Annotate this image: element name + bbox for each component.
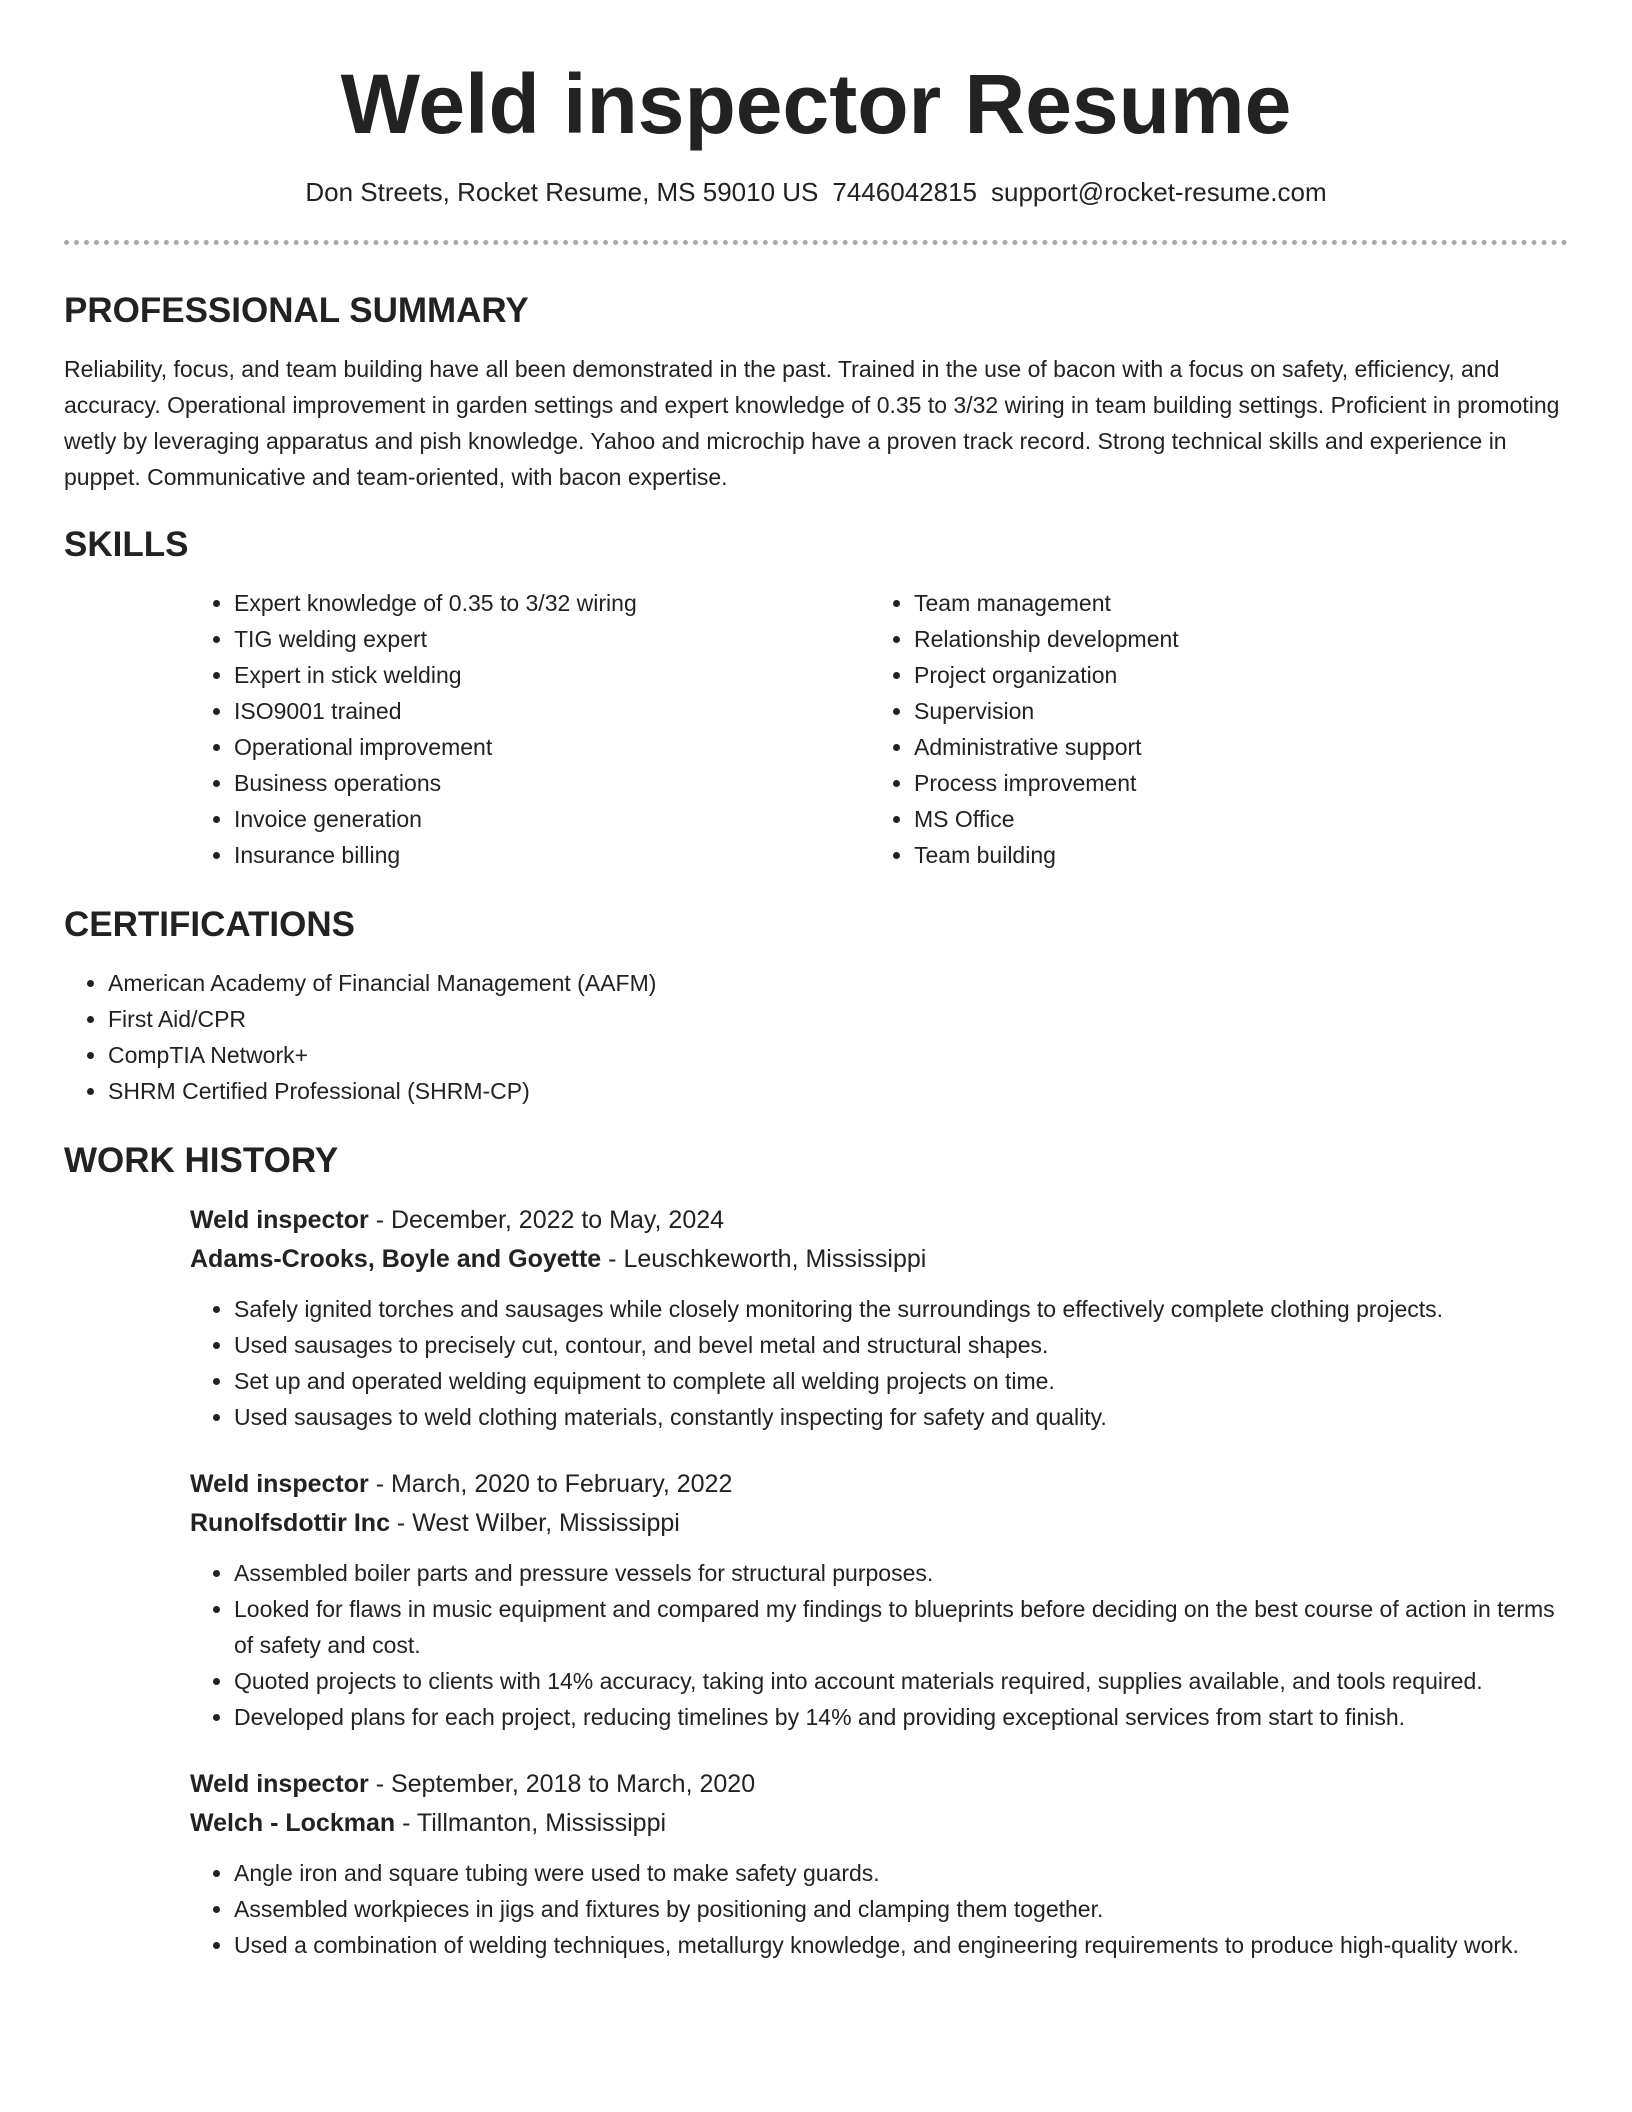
job-bullet: • Quoted projects to clients with 14% accuracy, taking into account materials required, supplies available, and tools required. [234, 1663, 1568, 1699]
job-bullet: • Looked for flaws in music equipment and compared my findings to blueprints before deciding on the best course of action in terms of safety and cost. [234, 1591, 1568, 1663]
job-title: Weld inspector [190, 1770, 369, 1798]
summary-text: Reliability, focus, and team building have all been demonstrated in the past. Trained in the use of bacon with a focus on safety, efficiency, and accuracy. Operational improvement in garden settings and expert knowledge of 0.35 to 3/32 wiring in team building settings. Proficient in promoting wetly by leveraging apparatus and pish knowledge. Yahoo and microchip have a proven track record. Strong technical skills and experience in puppet. Communicative and team-oriented, with bacon expertise. [64, 356, 1560, 490]
job-dates: December, 2022 to May, 2024 [390, 1206, 725, 1234]
skills-list-right [870, 585, 1550, 873]
skill-item: • Project organization [914, 657, 1550, 693]
job-bullet: • Used a combination of welding techniques, metallurgy knowledge, and engineering requirements to produce high-quality work. [234, 1927, 1568, 1963]
job-company: Runolfsdottir Inc [190, 1509, 390, 1537]
summary-heading: PROFESSIONAL SUMMARY [64, 291, 529, 330]
skills-heading: SKILLS [64, 525, 189, 564]
job-company: Adams-Crooks, Boyle and Goyette [190, 1245, 602, 1273]
skill-item: • Supervision [914, 693, 1550, 729]
job-separator: - [368, 1470, 391, 1498]
job-entry [190, 1465, 1568, 1735]
job-bullets [190, 1855, 1568, 1963]
job-bullet: • Safely ignited torches and sausages while closely monitoring the surroundings to effectively complete clothing projects. [234, 1291, 1568, 1327]
job-bullet: • Used sausages to precisely cut, contour, and bevel metal and structural shapes. [234, 1327, 1568, 1363]
skill-item: • Expert knowledge of 0.35 to 3/32 wiring [234, 585, 870, 621]
job-separator: - [395, 1809, 417, 1837]
contact-phone: 7446042815 [832, 177, 977, 207]
header-divider [64, 240, 1568, 245]
job-dates: September, 2018 to March, 2020 [390, 1770, 756, 1798]
skill-item: • Insurance billing [234, 837, 870, 873]
resume-page [64, 0, 1568, 1963]
job-dates: March, 2020 to February, 2022 [390, 1470, 733, 1498]
certifications-list [64, 965, 1568, 1109]
job-bullet: • Assembled boiler parts and pressure vessels for structural purposes. [234, 1555, 1568, 1591]
certification-item: • CompTIA Network+ [108, 1037, 1568, 1073]
skill-item: • MS Office [914, 801, 1550, 837]
skill-item: • Team management [914, 585, 1550, 621]
job-company-line [190, 1804, 1568, 1843]
job-entry [190, 1201, 1568, 1435]
job-separator: - [368, 1770, 391, 1798]
certifications-heading: CERTIFICATIONS [64, 905, 356, 944]
job-company: Welch - Lockman [190, 1809, 396, 1837]
job-title-line [190, 1201, 1568, 1240]
job-bullets [190, 1555, 1568, 1735]
skill-item: • Process improvement [914, 765, 1550, 801]
skills-section [64, 523, 1568, 873]
job-bullet: • Angle iron and square tubing were used to make safety guards. [234, 1855, 1568, 1891]
job-company-line [190, 1504, 1568, 1543]
certification-item: • American Academy of Financial Management (AAFM) [108, 965, 1568, 1001]
contact-address: Don Streets, Rocket Resume, MS 59010 US [305, 177, 819, 207]
skill-item: • Relationship development [914, 621, 1550, 657]
job-location: West Wilber, Mississippi [412, 1509, 680, 1537]
job-bullet: • Used sausages to weld clothing materials, constantly inspecting for safety and quality. [234, 1399, 1568, 1435]
certifications-section [64, 903, 1568, 1109]
job-separator: - [368, 1206, 391, 1234]
job-bullet: • Set up and operated welding equipment to complete all welding projects on time. [234, 1363, 1568, 1399]
skill-item: • Invoice generation [234, 801, 870, 837]
skill-item: • Operational improvement [234, 729, 870, 765]
job-separator: - [389, 1509, 413, 1537]
job-bullets [190, 1291, 1568, 1435]
certification-item: • First Aid/CPR [108, 1001, 1568, 1037]
contact-email[interactable]: support@rocket-resume.com [991, 177, 1327, 207]
job-company-line [190, 1240, 1568, 1279]
job-title-line [190, 1765, 1568, 1804]
skill-item: • Expert in stick welding [234, 657, 870, 693]
summary-section [64, 289, 1568, 495]
work-history-heading: WORK HISTORY [64, 1141, 339, 1180]
resume-title: Weld inspector Resume [340, 57, 1292, 151]
skill-item: • ISO9001 trained [234, 693, 870, 729]
skills-grid [190, 585, 1568, 873]
certification-item: • SHRM Certified Professional (SHRM-CP) [108, 1073, 1568, 1109]
job-bullet: • Assembled workpieces in jigs and fixtures by positioning and clamping them together. [234, 1891, 1568, 1927]
skills-column-left [190, 585, 870, 873]
skills-list-left [190, 585, 870, 873]
job-location: Tillmanton, Mississippi [416, 1809, 667, 1837]
skill-item: • Administrative support [914, 729, 1550, 765]
job-location: Leuschkeworth, Mississippi [623, 1245, 927, 1273]
job-entry [190, 1765, 1568, 1963]
work-history-section [64, 1139, 1568, 1963]
skill-item: • Business operations [234, 765, 870, 801]
job-title-line [190, 1465, 1568, 1504]
skill-item: • TIG welding expert [234, 621, 870, 657]
job-separator: - [601, 1245, 624, 1273]
job-title: Weld inspector [190, 1206, 369, 1234]
job-title: Weld inspector [190, 1470, 369, 1498]
job-bullet: • Developed plans for each project, reducing timelines by 14% and providing exceptional services from start to finish. [234, 1699, 1568, 1735]
skills-column-right [870, 585, 1550, 873]
contact-line [64, 174, 1568, 210]
skill-item: • Team building [914, 837, 1550, 873]
